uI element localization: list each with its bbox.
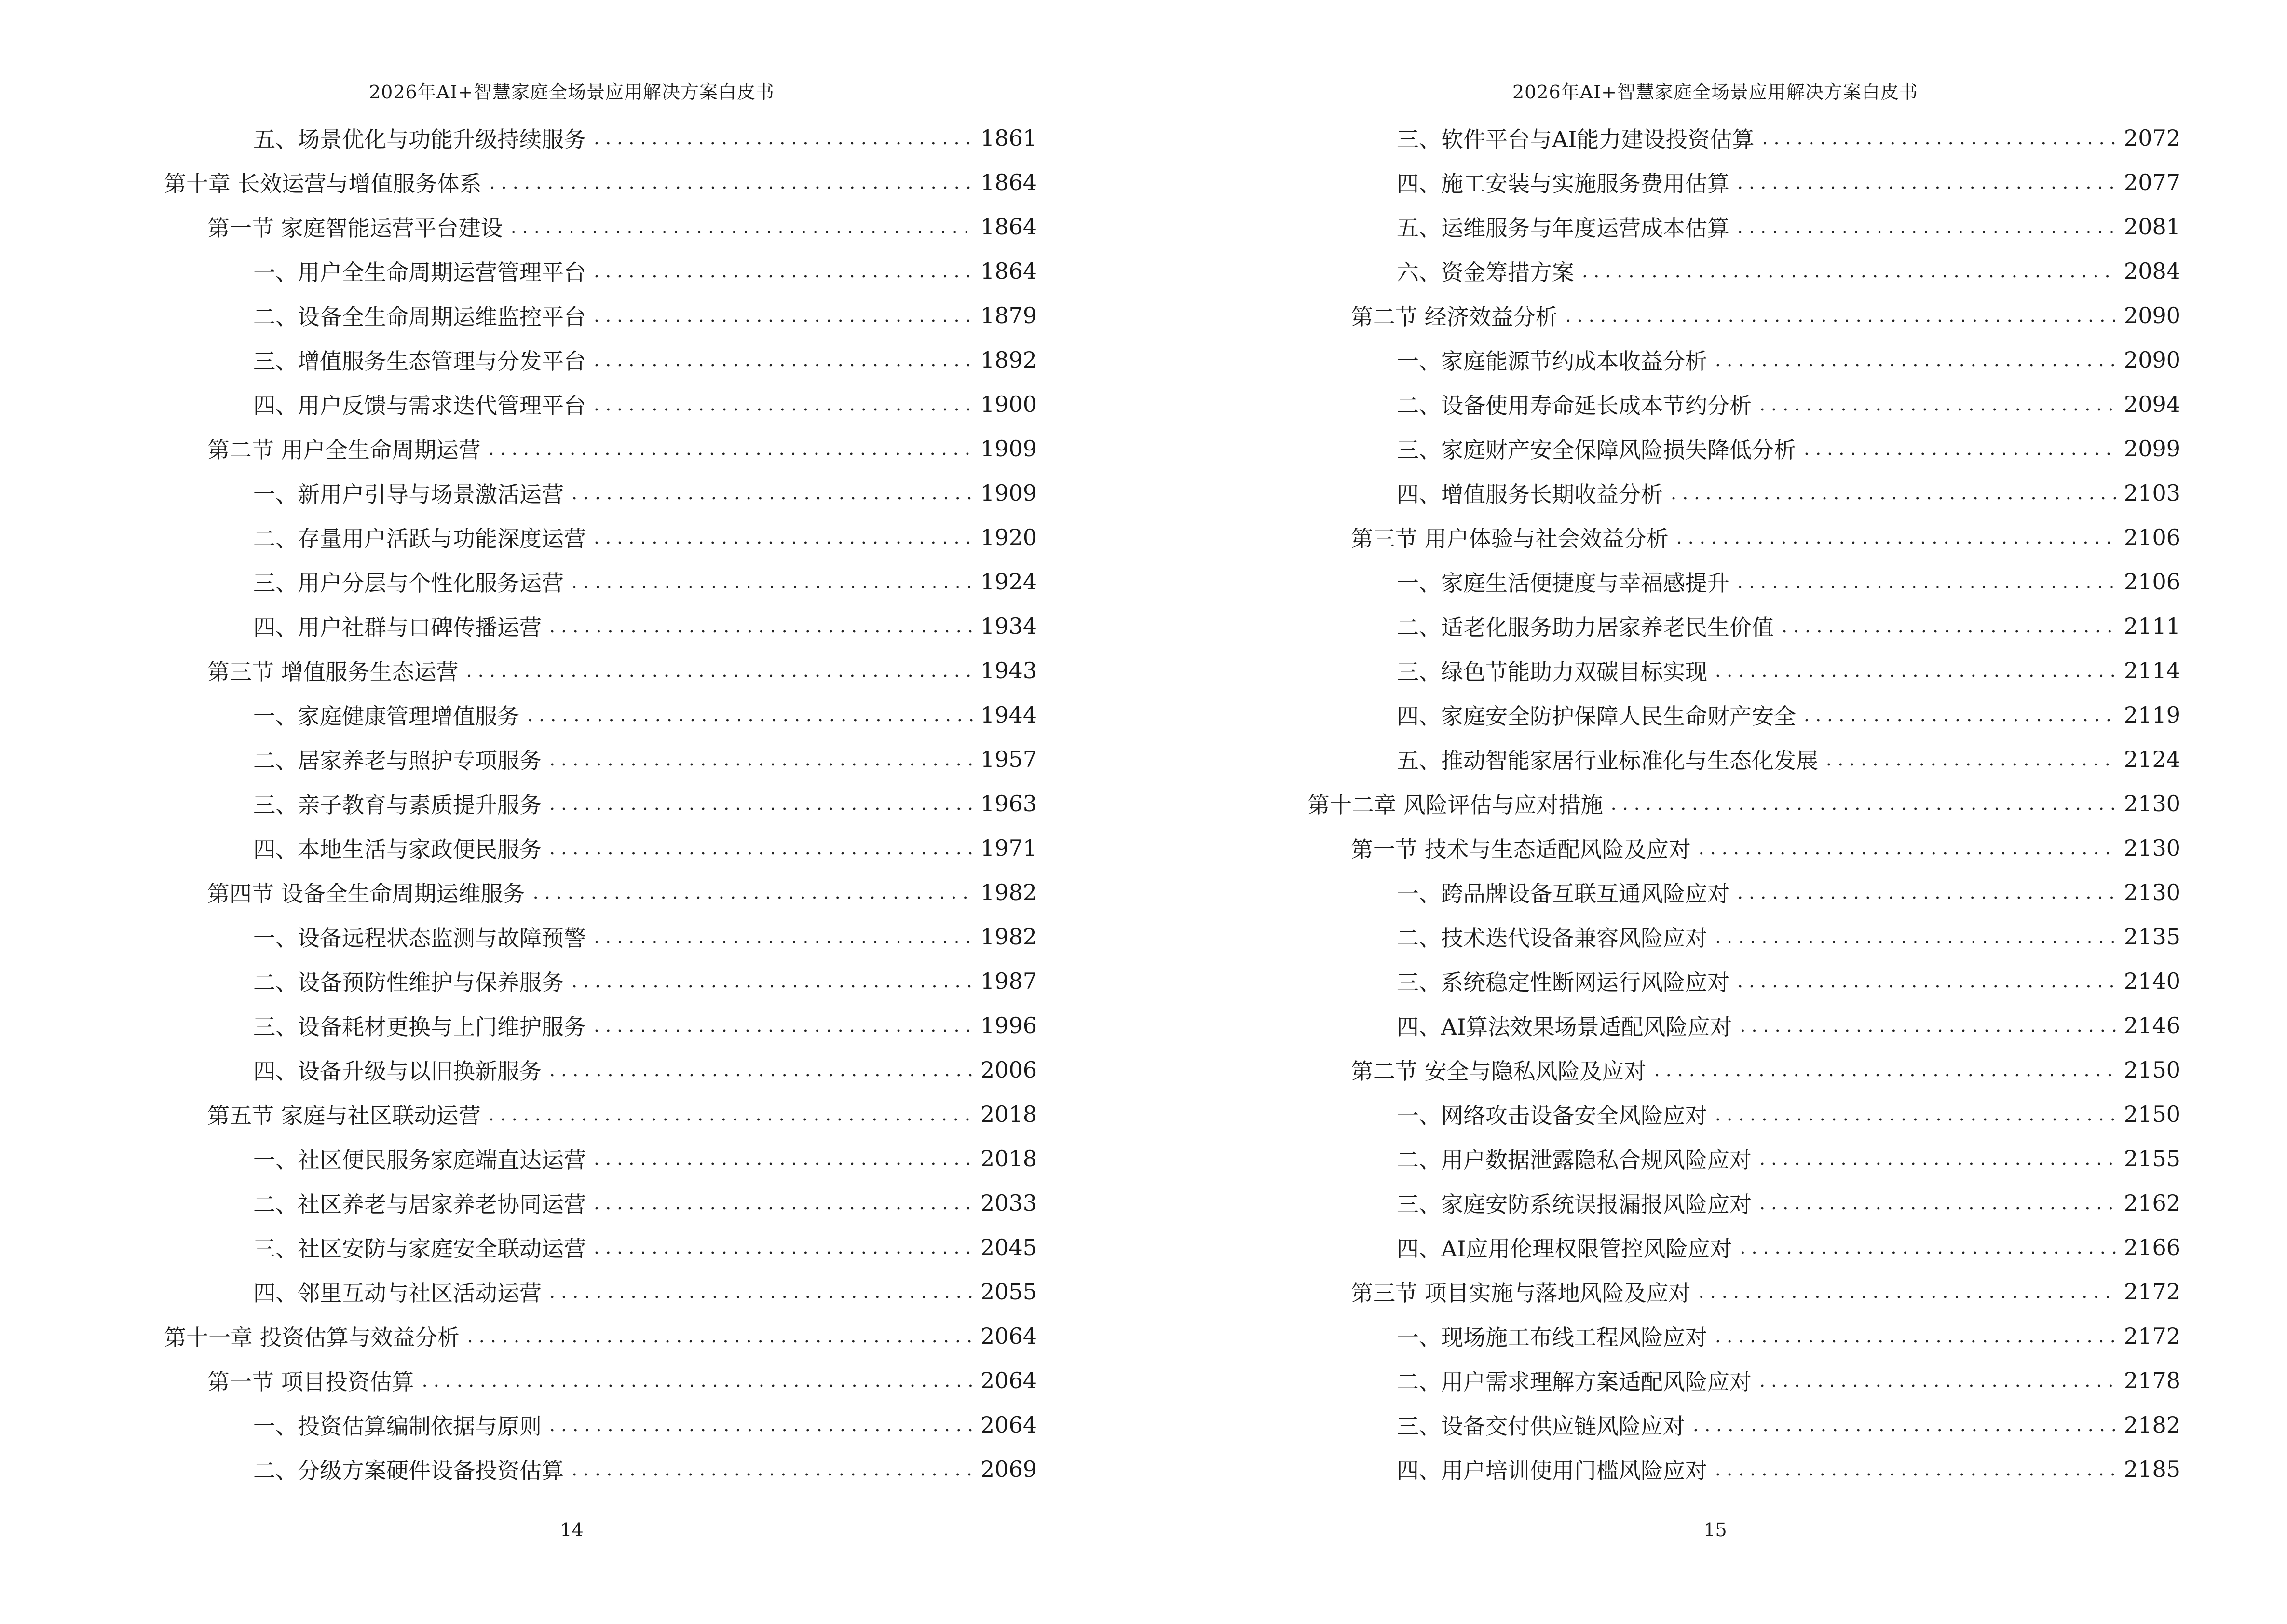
toc-entry-page: 2081 (2124, 214, 2180, 240)
toc-entry-page: 2103 (2124, 480, 2180, 506)
toc-entry[interactable] (1397, 249, 2180, 293)
toc-entry[interactable] (253, 1181, 1037, 1225)
toc-entry-page: 2064 (980, 1323, 1037, 1349)
toc-entry-page: 2150 (2124, 1057, 2180, 1083)
toc-leader-dots (1782, 615, 2116, 637)
toc-entry-page: 2111 (2124, 613, 2180, 639)
toc-entry-title: 三、绿色节能助力双碳目标实现 (1397, 659, 1707, 685)
toc-entry-title: 一、社区便民服务家庭端直达运营 (253, 1147, 586, 1173)
toc-entry-page: 1982 (980, 879, 1037, 905)
toc-entry-title: 三、亲子教育与素质提升服务 (253, 792, 542, 818)
toc-entry-title: 三、家庭财产安全保障风险损失降低分析 (1397, 437, 1796, 463)
toc-leader-dots (1715, 660, 2116, 681)
toc-entry-page: 1957 (980, 746, 1037, 772)
toc-entry[interactable] (207, 648, 1037, 693)
toc-entry-title: 第三节 项目实施与落地风险及应对 (1351, 1280, 1691, 1306)
toc-entry[interactable] (1397, 382, 2180, 426)
toc-entry-title: 二、用户数据泄露隐私合规风险应对 (1397, 1147, 1752, 1173)
toc-entry-title: 第三节 增值服务生态运营 (207, 659, 459, 685)
toc-leader-dots (1699, 1281, 2116, 1302)
toc-leader-dots (594, 1237, 973, 1258)
toc-entry[interactable] (1397, 1092, 2180, 1136)
page-number: 14 (560, 1519, 584, 1541)
toc-entry[interactable] (1397, 959, 2180, 1003)
toc-entry-page: 2018 (980, 1146, 1037, 1172)
toc-entry-title: 第一节 项目投资估算 (207, 1369, 414, 1395)
toc-leader-dots (527, 704, 973, 725)
toc-entry-title: 三、家庭安防系统误报漏报风险应对 (1397, 1191, 1752, 1217)
toc-entry-title: 二、设备全生命周期运维监控平台 (253, 304, 586, 330)
toc-leader-dots (572, 571, 973, 592)
toc-leader-dots (572, 482, 973, 504)
toc-entry-page: 1864 (980, 169, 1037, 195)
toc-entry[interactable] (1397, 737, 2180, 781)
toc-entry[interactable] (1351, 826, 2180, 870)
toc-entry[interactable] (1397, 648, 2180, 693)
toc-entry[interactable] (1397, 693, 2180, 737)
toc-leader-dots (1582, 260, 2116, 282)
page-right (1144, 0, 2287, 1624)
toc-leader-dots (549, 1414, 973, 1435)
toc-entry[interactable] (1351, 515, 2180, 560)
toc-entry-page: 1963 (980, 791, 1037, 817)
toc-entry-title: 四、家庭安全防护保障人民生命财产安全 (1397, 703, 1796, 729)
page-number: 15 (1703, 1519, 1727, 1541)
toc-entry-page: 1944 (980, 702, 1037, 728)
toc-entry-page: 1909 (980, 480, 1037, 506)
toc-entry-page: 2084 (2124, 258, 2180, 284)
toc-entry-page: 2140 (2124, 968, 2180, 994)
toc-entry-title: 六、资金筹措方案 (1397, 259, 1574, 286)
toc-entry-page: 2162 (2124, 1190, 2180, 1216)
toc-entry[interactable] (1307, 781, 2180, 826)
toc-entry[interactable] (253, 693, 1037, 737)
toc-entry-title: 四、增值服务长期收益分析 (1397, 481, 1663, 507)
toc-leader-dots (594, 127, 973, 149)
toc-entry-page: 2119 (2124, 702, 2180, 728)
toc-entry-page: 1987 (980, 968, 1037, 994)
toc-leader-dots (489, 438, 973, 459)
toc-entry-page: 2064 (980, 1367, 1037, 1393)
toc-entry-page: 1996 (980, 1012, 1037, 1038)
toc-entry-title: 三、软件平台与AI能力建设投资估算 (1397, 126, 1755, 152)
toc-leader-dots (549, 749, 973, 770)
toc-entry-title: 四、用户培训使用门槛风险应对 (1397, 1458, 1707, 1484)
toc-leader-dots (422, 1370, 973, 1391)
toc-entry[interactable] (1397, 870, 2180, 914)
toc-entry[interactable] (253, 116, 1037, 160)
toc-leader-dots (594, 394, 973, 415)
toc-leader-dots (1715, 1325, 2116, 1347)
toc-entry[interactable] (253, 1048, 1037, 1092)
toc-entry-page: 2178 (2124, 1367, 2180, 1393)
toc-entry-title: 五、场景优化与功能升级持续服务 (253, 126, 586, 152)
toc-entry-title: 一、家庭生活便捷度与幸福感提升 (1397, 570, 1729, 596)
toc-entry[interactable] (253, 382, 1037, 426)
toc-entry[interactable] (1397, 1225, 2180, 1269)
toc-leader-dots (594, 1015, 973, 1036)
toc-entry[interactable] (1397, 1403, 2180, 1447)
toc-entry[interactable] (253, 959, 1037, 1003)
toc-leader-dots (549, 1059, 973, 1080)
toc-leader-dots (1693, 1414, 2116, 1435)
toc-entry-page: 1861 (980, 125, 1037, 151)
page-header: 2026年AI+智慧家庭全场景应用解决方案白皮书 (1512, 82, 1918, 103)
toc-entry[interactable] (253, 249, 1037, 293)
toc-entry-title: 一、新用户引导与场景激活运营 (253, 481, 564, 507)
toc-entry-page: 1943 (980, 657, 1037, 683)
toc-entry[interactable] (1397, 426, 2180, 471)
toc-entry[interactable] (1397, 1181, 2180, 1225)
toc-entry-title: 第四节 设备全生命周期运维服务 (207, 881, 525, 907)
toc-leader-dots (533, 882, 973, 903)
toc-entry[interactable] (207, 1358, 1037, 1403)
toc-entry-page: 2072 (2124, 125, 2180, 151)
toc-entry-page: 2130 (2124, 791, 2180, 817)
toc-entry-page: 2146 (2124, 1012, 2180, 1038)
toc-entry[interactable] (1351, 293, 2180, 338)
toc-leader-dots (1715, 1104, 2116, 1125)
toc-entry-page: 2150 (2124, 1101, 2180, 1127)
toc-entry-title: 四、用户反馈与需求迭代管理平台 (253, 393, 586, 419)
toc-entry-page: 2172 (2124, 1279, 2180, 1305)
toc-entry-page: 1900 (980, 391, 1037, 417)
toc-entry[interactable] (1397, 160, 2180, 205)
toc-leader-dots (572, 970, 973, 992)
toc-entry[interactable] (253, 1269, 1037, 1314)
toc-entry-page: 2124 (2124, 746, 2180, 772)
toc-entry-title: 二、存量用户活跃与功能深度运营 (253, 526, 586, 552)
toc-leader-dots (549, 837, 973, 859)
toc-entry-title: 第十章 长效运营与增值服务体系 (164, 171, 482, 197)
toc-entry[interactable] (253, 1225, 1037, 1269)
toc-entry[interactable] (207, 426, 1037, 471)
toc-entry-page: 2077 (2124, 169, 2180, 195)
toc-leader-dots (1740, 1237, 2116, 1258)
toc-entry[interactable] (164, 160, 1037, 205)
toc-leader-dots (467, 1325, 973, 1347)
page-header: 2026年AI+智慧家庭全场景应用解决方案白皮书 (368, 82, 775, 103)
toc-entry-page: 2130 (2124, 879, 2180, 905)
toc-entry-title: 四、施工安装与实施服务费用估算 (1397, 171, 1729, 197)
toc-entry[interactable] (207, 205, 1037, 249)
toc-entry[interactable] (253, 338, 1037, 382)
toc-entry[interactable] (207, 1092, 1037, 1136)
toc-entry-page: 2135 (2124, 924, 2180, 950)
toc-entry[interactable] (253, 914, 1037, 959)
toc-leader-dots (594, 926, 973, 947)
toc-entry-title: 一、家庭健康管理增值服务 (253, 703, 519, 729)
toc-entry-page: 2045 (980, 1234, 1037, 1260)
toc-entry-title: 第十一章 投资估算与效益分析 (164, 1324, 460, 1351)
toc-entry[interactable] (1397, 338, 2180, 382)
toc-leader-dots (1804, 438, 2116, 459)
toc-entry-page: 2106 (2124, 524, 2180, 550)
toc-entry-title: 二、设备使用寿命延长成本节约分析 (1397, 393, 1752, 419)
toc-entry-page: 1864 (980, 214, 1037, 240)
toc-entry-page: 2182 (2124, 1412, 2180, 1438)
toc-entry[interactable] (1397, 205, 2180, 249)
toc-entry-title: 第二节 安全与隐私风险及应对 (1351, 1058, 1647, 1084)
toc-entry-page: 2055 (980, 1279, 1037, 1305)
toc-leader-dots (594, 1192, 973, 1214)
toc-entry-page: 2172 (2124, 1323, 2180, 1349)
toc-entry-title: 三、设备交付供应链风险应对 (1397, 1413, 1685, 1439)
toc-entry-title: 二、适老化服务助力居家养老民生价值 (1397, 614, 1774, 641)
toc-entry-title: 一、设备远程状态监测与故障预警 (253, 925, 586, 951)
toc-entry-page: 2106 (2124, 569, 2180, 595)
toc-leader-dots (594, 1148, 973, 1169)
toc-entry-title: 三、设备耗材更换与上门维护服务 (253, 1014, 586, 1040)
toc-leader-dots (466, 660, 973, 681)
toc-entry-title: 第十二章 风险评估与应对措施 (1307, 792, 1603, 818)
toc-entry-title: 一、现场施工布线工程风险应对 (1397, 1324, 1707, 1351)
toc-leader-dots (1740, 1015, 2116, 1036)
toc-entry[interactable] (253, 1447, 1037, 1491)
toc-entry-page: 2069 (980, 1456, 1037, 1482)
toc-entry-title: 四、AI应用伦理权限管控风险应对 (1397, 1236, 1732, 1262)
toc-entry-title: 第五节 家庭与社区联动运营 (207, 1103, 481, 1129)
toc-entry-title: 四、本地生活与家政便民服务 (253, 836, 542, 862)
toc-leader-dots (490, 172, 973, 193)
toc-leader-dots (1611, 793, 2116, 814)
toc-entry[interactable] (164, 1314, 1037, 1358)
toc-entry[interactable] (253, 293, 1037, 338)
toc-leader-dots (1737, 970, 2116, 992)
toc-entry-page: 1971 (980, 835, 1037, 861)
toc-entry-title: 二、设备预防性维护与保养服务 (253, 969, 564, 996)
toc-entry-title: 一、网络攻击设备安全风险应对 (1397, 1103, 1707, 1129)
toc-entry-title: 三、用户分层与个性化服务运营 (253, 570, 564, 596)
toc-entry-title: 二、技术迭代设备兼容风险应对 (1397, 925, 1707, 951)
toc-entry[interactable] (253, 737, 1037, 781)
toc-leader-dots (1715, 1459, 2116, 1480)
toc-leader-dots (1715, 349, 2116, 370)
toc-entry[interactable] (1397, 116, 2180, 160)
toc-entry-page: 2006 (980, 1057, 1037, 1083)
toc-leader-dots (572, 1459, 973, 1480)
toc-entry-page: 2099 (2124, 436, 2180, 462)
toc-entry-page: 2155 (2124, 1146, 2180, 1172)
toc-entry[interactable] (253, 1003, 1037, 1048)
toc-entry-page: 1864 (980, 258, 1037, 284)
toc-entry-title: 四、用户社群与口碑传播运营 (253, 614, 542, 641)
toc-leader-dots (1762, 127, 2116, 149)
toc-entry-title: 二、分级方案硬件设备投资估算 (253, 1458, 564, 1484)
toc-entry-page: 2166 (2124, 1234, 2180, 1260)
toc-entry[interactable] (1351, 1269, 2180, 1314)
toc-leader-dots (1699, 837, 2116, 859)
toc-entry-title: 第一节 技术与生态适配风险及应对 (1351, 836, 1691, 862)
toc-leader-dots (1671, 482, 2116, 504)
toc-leader-dots (489, 1104, 973, 1125)
toc-entry[interactable] (253, 1136, 1037, 1181)
toc-entry-title: 四、设备升级与以旧换新服务 (253, 1058, 542, 1084)
toc-leader-dots (1826, 749, 2116, 770)
toc-entry[interactable] (253, 604, 1037, 648)
toc-entry[interactable] (1397, 1003, 2180, 1048)
toc-entry-title: 三、系统稳定性断网运行风险应对 (1397, 969, 1729, 996)
toc-entry[interactable] (253, 515, 1037, 560)
toc-entry-page: 2064 (980, 1412, 1037, 1438)
toc-entry[interactable] (1397, 1136, 2180, 1181)
toc-entry[interactable] (1397, 914, 2180, 959)
toc-leader-dots (1737, 216, 2116, 237)
toc-entry[interactable] (1397, 1447, 2180, 1491)
toc-leader-dots (594, 260, 973, 282)
toc-entry-page: 2130 (2124, 835, 2180, 861)
toc-leader-dots (1759, 1370, 2116, 1391)
toc-entry-title: 四、邻里互动与社区活动运营 (253, 1280, 542, 1306)
toc-entry-title: 第三节 用户体验与社会效益分析 (1351, 526, 1669, 552)
toc-leader-dots (1737, 571, 2116, 592)
toc-leader-dots (594, 349, 973, 370)
toc-entry[interactable] (207, 870, 1037, 914)
toc-entry-title: 第一节 家庭智能运营平台建设 (207, 215, 503, 241)
toc-leader-dots (1676, 527, 2116, 548)
toc-entry[interactable] (1397, 604, 2180, 648)
toc-entry-page: 2090 (2124, 347, 2180, 373)
toc-leader-dots (1654, 1059, 2116, 1080)
toc-entry-title: 一、用户全生命周期运营管理平台 (253, 259, 586, 286)
toc-entry-title: 二、居家养老与照护专项服务 (253, 748, 542, 774)
toc-leader-dots (1715, 926, 2116, 947)
toc-leader-dots (549, 615, 973, 637)
toc-leader-dots (1737, 882, 2116, 903)
toc-leader-dots (1759, 1192, 2116, 1214)
toc-leader-dots (549, 793, 973, 814)
toc-entry[interactable] (253, 471, 1037, 515)
toc-leader-dots (594, 527, 973, 548)
toc-entry-title: 二、社区养老与居家养老协同运营 (253, 1191, 586, 1217)
toc-entry[interactable] (253, 560, 1037, 604)
toc-entry[interactable] (1397, 560, 2180, 604)
toc-entry-page: 1934 (980, 613, 1037, 639)
toc-leader-dots (511, 216, 973, 237)
toc-entry-title: 二、用户需求理解方案适配风险应对 (1397, 1369, 1752, 1395)
toc-leader-dots (1566, 305, 2116, 326)
toc-leader-dots (549, 1281, 973, 1302)
toc-entry-page: 2033 (980, 1190, 1037, 1216)
toc-entry-page: 2185 (2124, 1456, 2180, 1482)
toc-entry[interactable] (253, 1403, 1037, 1447)
toc-entry-page: 1924 (980, 569, 1037, 595)
toc-entry-title: 一、跨品牌设备互联互通风险应对 (1397, 881, 1729, 907)
toc-leader-dots (1759, 394, 2116, 415)
toc-entry-title: 三、社区安防与家庭安全联动运营 (253, 1236, 586, 1262)
toc-entry-page: 2090 (2124, 302, 2180, 328)
toc-entry-page: 2094 (2124, 391, 2180, 417)
toc-entry-page: 2114 (2124, 657, 2180, 683)
toc-entry-title: 第二节 用户全生命周期运营 (207, 437, 481, 463)
toc-leader-dots (594, 305, 973, 326)
toc-entry-page: 1879 (980, 302, 1037, 328)
toc-leader-dots (1759, 1148, 2116, 1169)
toc-entry-title: 五、运维服务与年度运营成本估算 (1397, 215, 1729, 241)
toc-entry[interactable] (253, 781, 1037, 826)
toc-entry-page: 1982 (980, 924, 1037, 950)
toc-entry-page: 2018 (980, 1101, 1037, 1127)
toc-entry-page: 1920 (980, 524, 1037, 550)
toc-entry-title: 五、推动智能家居行业标准化与生态化发展 (1397, 748, 1818, 774)
toc-entry-title: 三、增值服务生态管理与分发平台 (253, 348, 586, 374)
toc-entry-title: 第二节 经济效益分析 (1351, 304, 1558, 330)
toc-entry-page: 1909 (980, 436, 1037, 462)
toc-entry-title: 一、家庭能源节约成本收益分析 (1397, 348, 1707, 374)
toc-entry-page: 1892 (980, 347, 1037, 373)
toc-leader-dots (1804, 704, 2116, 725)
toc-entry[interactable] (1397, 471, 2180, 515)
toc-leader-dots (1737, 172, 2116, 193)
toc-entry[interactable] (1397, 1314, 2180, 1358)
toc-entry-title: 一、投资估算编制依据与原则 (253, 1413, 542, 1439)
toc-entry[interactable] (1351, 1048, 2180, 1092)
toc-entry-title: 四、AI算法效果场景适配风险应对 (1397, 1014, 1732, 1040)
toc-entry[interactable] (253, 826, 1037, 870)
toc-entry[interactable] (1397, 1358, 2180, 1403)
